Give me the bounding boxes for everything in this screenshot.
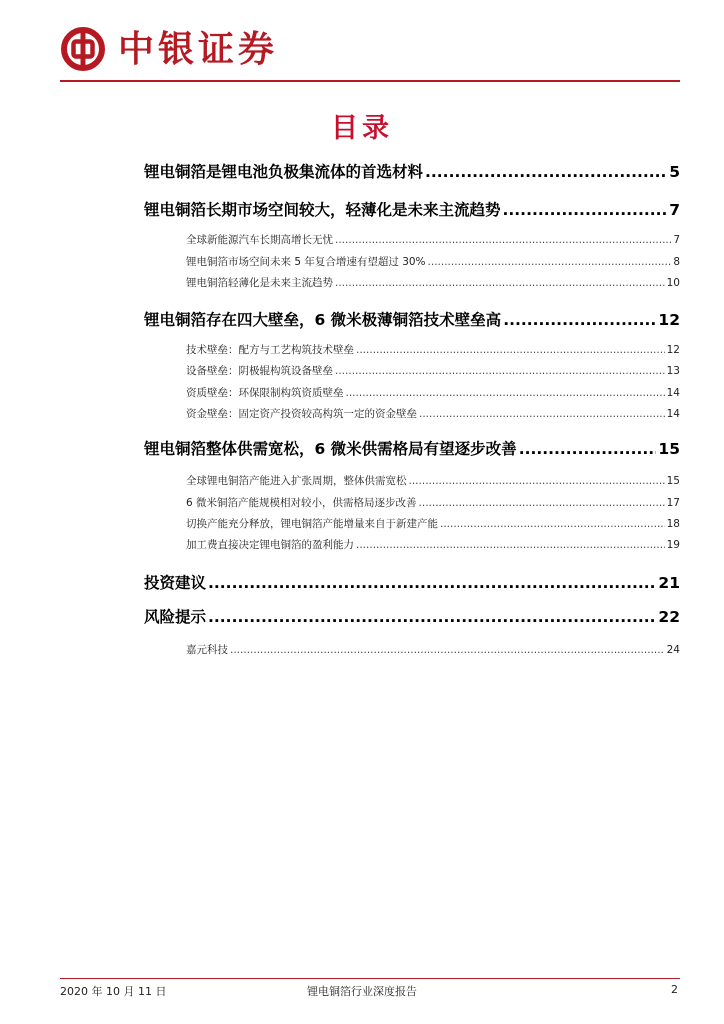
toc-entry-page: 15	[658, 440, 680, 458]
header	[60, 26, 680, 76]
toc-entry-title: 切换产能充分释放，锂电铜箔产能增量来自于新建产能	[186, 518, 438, 530]
toc-section-entry[interactable]	[144, 160, 680, 182]
footer-page-number: 2	[671, 983, 678, 996]
toc-dot-leader	[356, 539, 665, 551]
toc-dot-leader	[335, 234, 671, 246]
toc-entry-page: 14	[666, 408, 680, 420]
toc-dot-leader	[428, 256, 672, 268]
toc-dot-leader	[208, 608, 656, 626]
toc-entry-page: 14	[666, 387, 680, 399]
toc-entry-title: 锂电铜箔是锂电池负极集流体的首选材料	[144, 163, 424, 181]
toc-section-entry[interactable]	[144, 605, 680, 627]
toc-subsection-entry[interactable]	[186, 495, 680, 510]
toc-dot-leader	[440, 518, 665, 530]
brand-name: 中银证券	[118, 28, 279, 70]
toc-entry-page: 22	[658, 608, 680, 626]
toc-entry-page: 13	[666, 365, 680, 377]
toc-entry-title: 加工费直接决定锂电铜箔的盈利能力	[186, 539, 354, 551]
toc-entry-title: 嘉元科技	[186, 644, 228, 656]
toc-entry-title: 资质壁垒：环保限制构筑资质壁垒	[186, 387, 344, 399]
toc-entry-page: 10	[666, 277, 680, 289]
toc-dot-leader	[335, 277, 665, 289]
toc-entry-title: 设备壁垒：阴极辊构筑设备壁垒	[186, 365, 333, 377]
toc-entry-title: 资金壁垒：固定资产投资较高构筑一定的资金壁垒	[186, 408, 417, 420]
toc-subsection-entry[interactable]	[186, 473, 680, 488]
toc-section-entry[interactable]	[144, 571, 680, 593]
toc-entry-title: 锂电铜箔轻薄化是未来主流趋势	[186, 277, 333, 289]
toc-entry-title: 锂电铜箔存在四大壁垒，6 微米极薄铜箔技术壁垒高	[144, 311, 502, 329]
toc-subsection-entry[interactable]	[186, 516, 680, 531]
toc-entry-title: 风险提示	[144, 608, 207, 626]
toc-entry-title: 全球锂电铜箔产能进入扩张周期，整体供需宽松	[186, 475, 407, 487]
bank-of-china-logo-icon	[60, 26, 106, 72]
toc-dot-leader	[356, 344, 665, 356]
toc-dot-leader	[335, 365, 665, 377]
footer-divider	[60, 978, 680, 979]
toc-dot-leader	[519, 440, 657, 458]
toc-entry-page: 8	[673, 256, 680, 268]
toc-subsection-entry[interactable]	[186, 537, 680, 552]
toc-subsection-entry[interactable]	[186, 642, 680, 657]
toc-subsection-entry[interactable]	[186, 232, 680, 247]
toc-entry-page: 15	[666, 475, 680, 487]
toc-dot-leader	[425, 163, 667, 181]
toc-entry-title: 锂电铜箔长期市场空间较大，轻薄化是未来主流趋势	[144, 201, 501, 219]
toc-section-entry[interactable]	[144, 198, 680, 220]
toc-dot-leader	[503, 311, 656, 329]
toc-entry-page: 21	[658, 574, 680, 592]
toc-subsection-entry[interactable]	[186, 254, 680, 269]
toc-entry-title: 6 微米铜箔产能规模相对较小，供需格局逐步改善	[186, 497, 417, 509]
toc-section-entry[interactable]	[144, 308, 680, 330]
toc-section-entry[interactable]	[144, 437, 680, 459]
footer-date: 2020 年 10 月 11 日	[60, 985, 167, 998]
toc-entry-page: 12	[658, 311, 680, 329]
toc-entry-title: 技术壁垒：配方与工艺构筑技术壁垒	[186, 344, 354, 356]
footer-report-title: 锂电铜箔行业深度报告	[307, 985, 417, 998]
toc-entry-page: 24	[666, 644, 680, 656]
toc-subsection-entry[interactable]	[186, 385, 680, 400]
toc-entry-title: 投资建议	[144, 574, 207, 592]
toc-dot-leader	[208, 574, 656, 592]
toc-entry-page: 18	[666, 518, 680, 530]
toc-entry-title: 锂电铜箔市场空间未来 5 年复合增速有望超过 30%	[186, 256, 426, 268]
toc-entry-title: 锂电铜箔整体供需宽松，6 微米供需格局有望逐步改善	[144, 440, 517, 458]
toc-subsection-entry[interactable]	[186, 406, 680, 421]
toc-title: 目录	[331, 113, 393, 144]
toc-dot-leader	[419, 408, 665, 420]
toc-entry-title: 全球新能源汽车长期高增长无忧	[186, 234, 333, 246]
toc-subsection-entry[interactable]	[186, 342, 680, 357]
toc-dot-leader	[409, 475, 665, 487]
toc-entry-page: 12	[666, 344, 680, 356]
header-divider	[60, 80, 680, 82]
toc-subsection-entry[interactable]	[186, 363, 680, 378]
toc-dot-leader	[503, 201, 668, 219]
toc-dot-leader	[346, 387, 665, 399]
toc-entry-page: 17	[666, 497, 680, 509]
toc-dot-leader	[230, 644, 665, 656]
toc-entry-page: 7	[673, 234, 680, 246]
toc-entry-page: 5	[669, 163, 680, 181]
toc-subsection-entry[interactable]	[186, 275, 680, 290]
toc-dot-leader	[419, 497, 665, 509]
brand-logo[interactable]	[60, 26, 278, 72]
toc-entry-page: 7	[669, 201, 680, 219]
toc-entry-page: 19	[666, 539, 680, 551]
